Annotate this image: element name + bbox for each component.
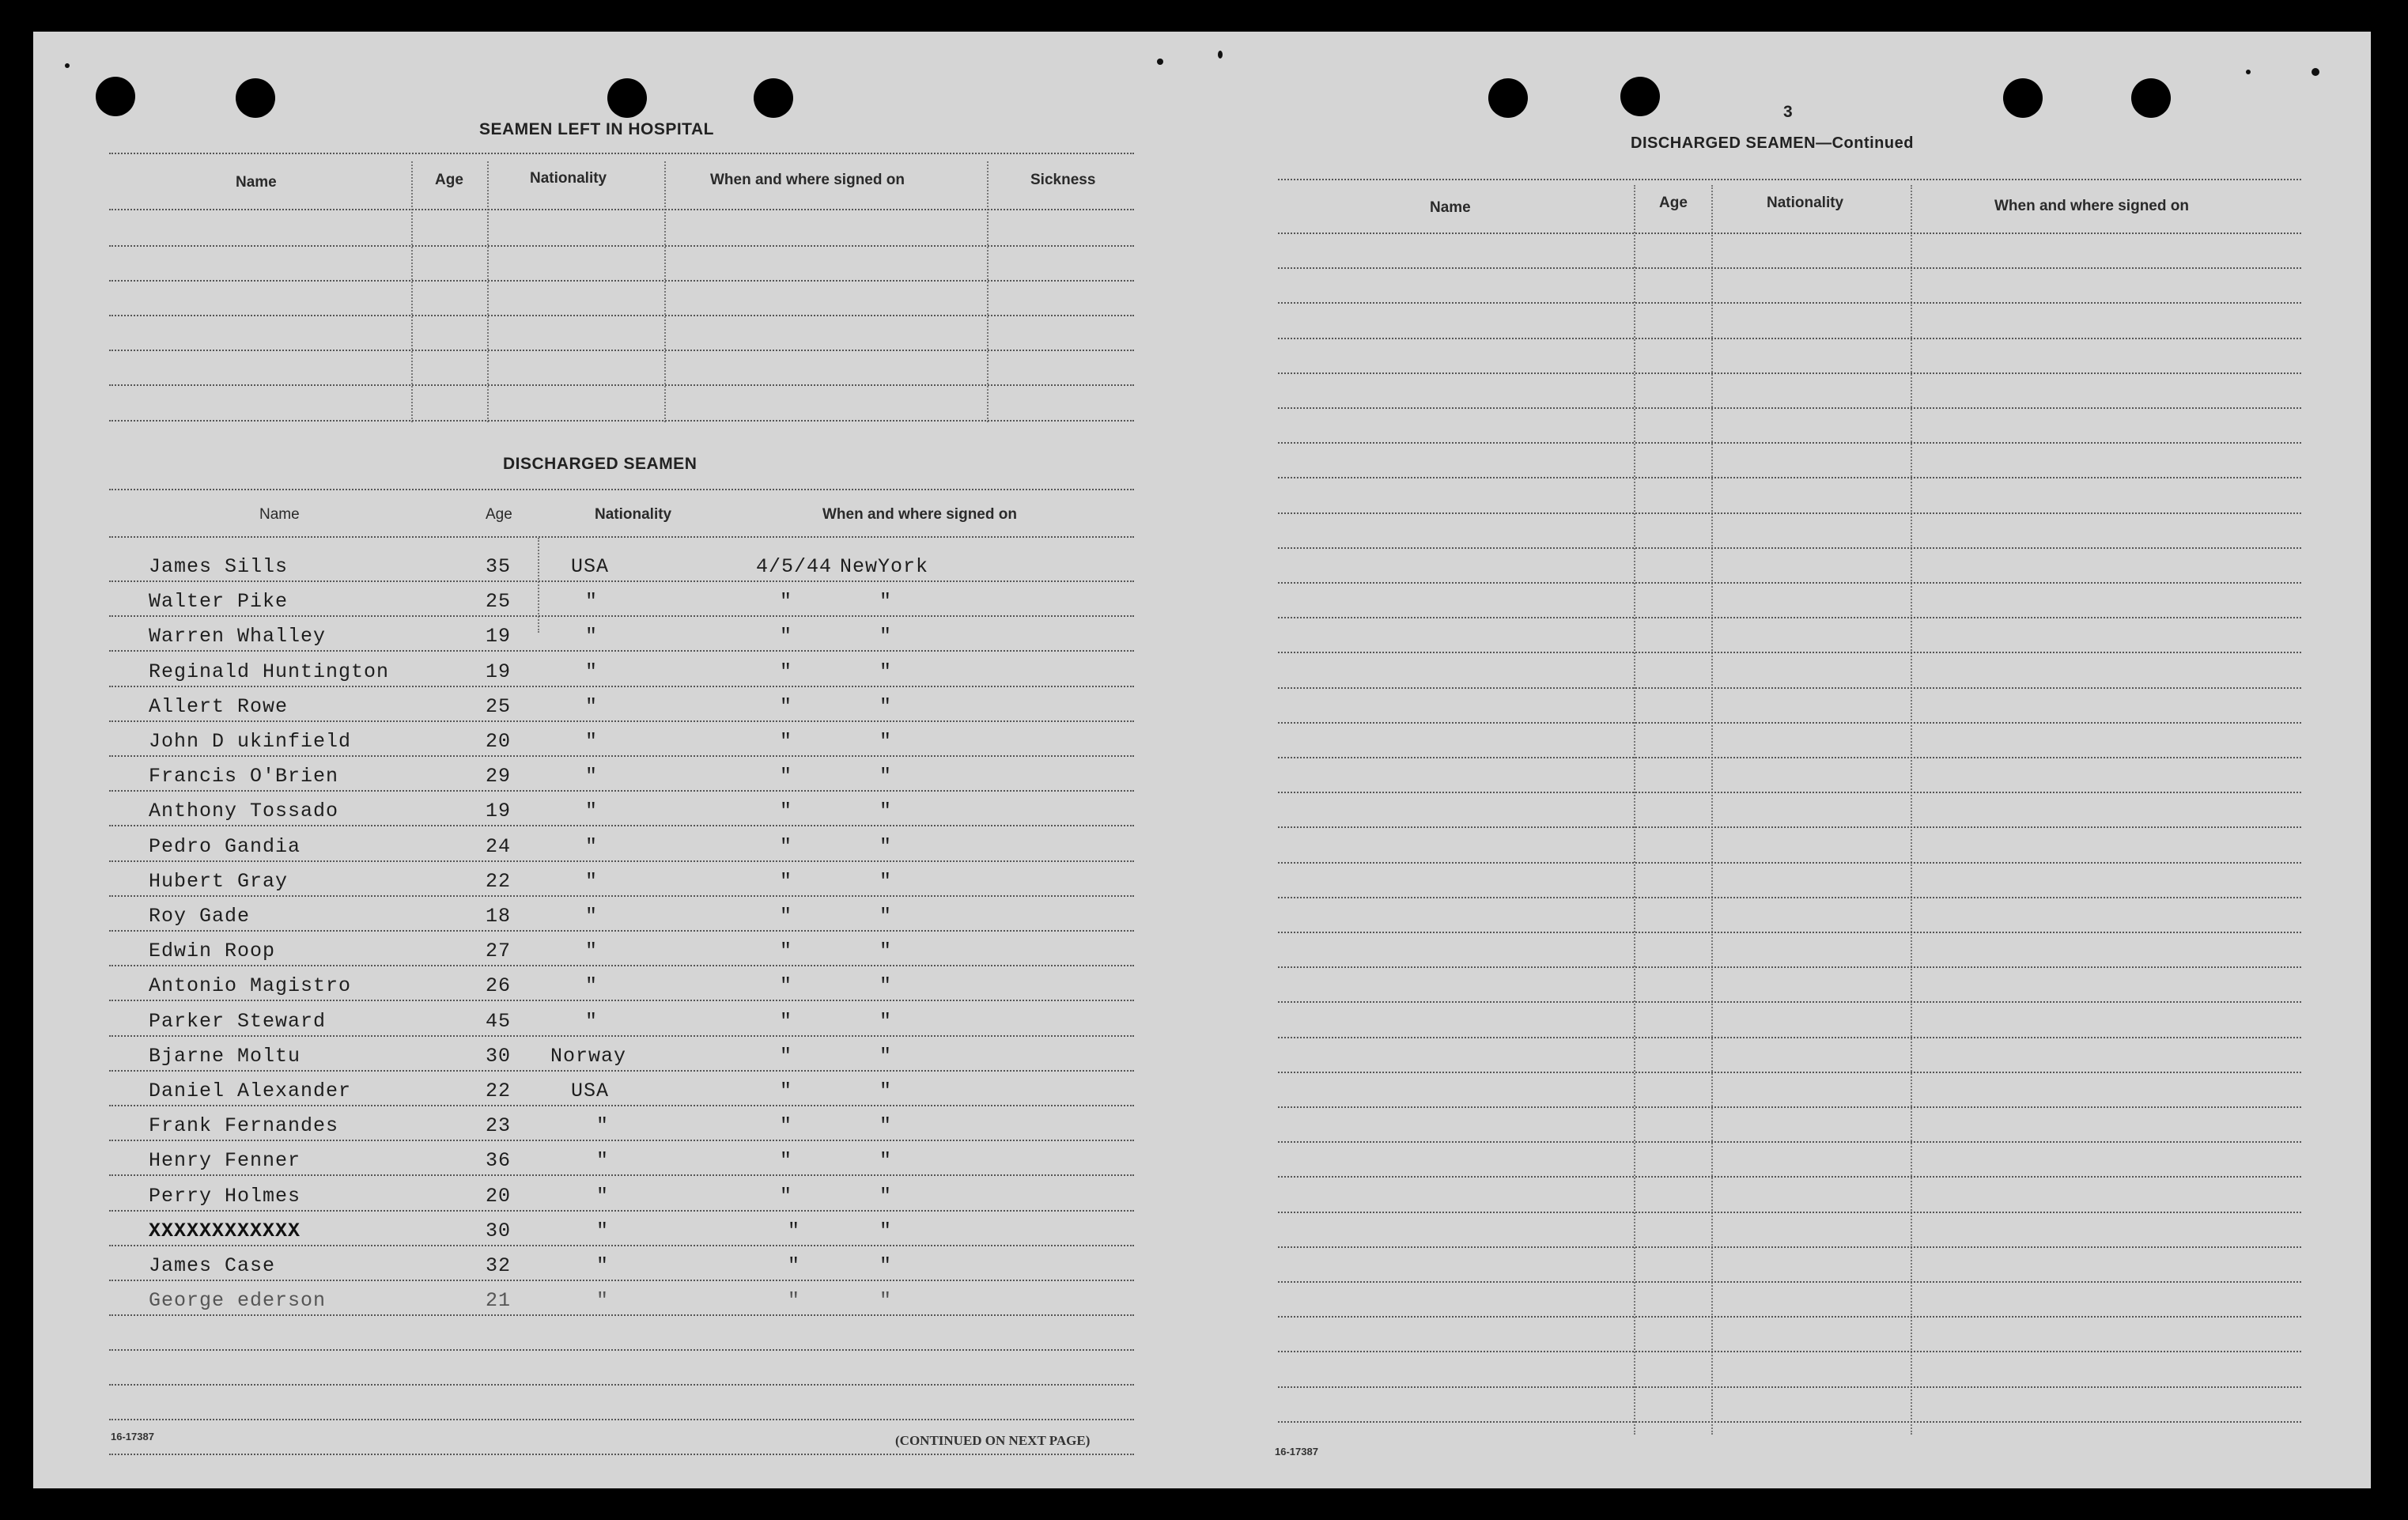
seaman-nationality: Norway xyxy=(550,1045,627,1068)
seaman-name: Reginald Huntington xyxy=(149,660,390,683)
discharged-header-name: Name xyxy=(259,506,300,523)
signed-on-date: " xyxy=(780,1045,793,1068)
seaman-name: Bjarne Moltu xyxy=(149,1045,301,1068)
rule xyxy=(109,315,1134,316)
punch-hole xyxy=(236,78,275,118)
seaman-nationality: " xyxy=(596,1114,610,1137)
seaman-name: Roy Gade xyxy=(149,905,251,928)
seaman-nationality: " xyxy=(585,695,599,718)
signed-on-place: " xyxy=(879,625,893,648)
punch-hole xyxy=(96,77,135,116)
rule xyxy=(1278,1176,2301,1178)
signed-on-place: " xyxy=(879,870,893,893)
seaman-nationality: " xyxy=(585,660,599,683)
signed-on-place: " xyxy=(879,1080,893,1102)
signed-on-place: NewYork xyxy=(840,555,929,578)
hospital-header-sickness: Sickness xyxy=(1030,172,1096,188)
seaman-age: 36 xyxy=(486,1149,512,1172)
rule xyxy=(1278,1001,2301,1003)
signed-on-date: " xyxy=(780,1010,793,1033)
hospital-header-signed-on: When and where signed on xyxy=(710,172,905,188)
seaman-age: 32 xyxy=(486,1254,512,1277)
seaman-age: 20 xyxy=(486,730,512,753)
seaman-age: 21 xyxy=(486,1289,512,1312)
rule xyxy=(109,1035,1134,1037)
rule xyxy=(109,350,1134,351)
rule xyxy=(109,825,1134,826)
rule xyxy=(1278,1141,2301,1143)
seaman-age: 25 xyxy=(486,590,512,613)
seaman-nationality: " xyxy=(585,835,599,858)
rule xyxy=(1278,1072,2301,1073)
signed-on-place: " xyxy=(879,800,893,822)
continued-note: (CONTINUED ON NEXT PAGE) xyxy=(895,1433,1091,1448)
seaman-age: 45 xyxy=(486,1010,512,1033)
rule xyxy=(1278,1212,2301,1213)
rule xyxy=(109,536,1134,538)
hospital-section-title: SEAMEN LEFT IN HOSPITAL xyxy=(479,120,714,138)
rule xyxy=(1278,792,2301,793)
signed-on-date: " xyxy=(780,905,793,928)
seaman-name: Anthony Tossado xyxy=(149,800,339,822)
rule xyxy=(109,1105,1134,1106)
signed-on-place: " xyxy=(879,1185,893,1208)
signed-on-date: " xyxy=(780,800,793,822)
seaman-name: Henry Fenner xyxy=(149,1149,301,1172)
rule xyxy=(109,1314,1134,1316)
seaman-nationality: " xyxy=(596,1254,610,1277)
seaman-name: Hubert Gray xyxy=(149,870,289,893)
seaman-nationality: " xyxy=(596,1289,610,1312)
seaman-name: XXXXXXXXXXXX xyxy=(149,1219,301,1242)
signed-on-date: " xyxy=(780,870,793,893)
signed-on-date: " xyxy=(780,590,793,613)
continued-header-nationality: Nationality xyxy=(1767,195,1844,211)
rule xyxy=(109,489,1134,490)
rule xyxy=(1278,826,2301,828)
signed-on-place: " xyxy=(879,1254,893,1277)
rule xyxy=(109,1384,1134,1386)
seaman-nationality: USA xyxy=(571,1080,610,1102)
seaman-age: 30 xyxy=(486,1045,512,1068)
rule xyxy=(1278,477,2301,478)
rule xyxy=(109,790,1134,792)
rule xyxy=(109,1454,1134,1455)
continued-header-signed-on: When and where signed on xyxy=(1994,198,2189,214)
seaman-nationality: " xyxy=(596,1185,610,1208)
column-divider xyxy=(487,161,489,422)
seaman-name: Frank Fernandes xyxy=(149,1114,339,1137)
seaman-name: James Case xyxy=(149,1254,276,1277)
signed-on-place: " xyxy=(879,1114,893,1137)
seaman-nationality: " xyxy=(585,940,599,962)
signed-on-place: " xyxy=(879,1010,893,1033)
rule xyxy=(109,1280,1134,1281)
rule xyxy=(109,1070,1134,1072)
rule xyxy=(1278,687,2301,689)
seaman-age: 18 xyxy=(486,905,512,928)
rule xyxy=(1278,1386,2301,1388)
column-divider xyxy=(664,161,666,422)
rule xyxy=(1278,722,2301,724)
seaman-nationality: " xyxy=(585,974,599,997)
rule xyxy=(1278,757,2301,758)
punch-hole xyxy=(607,78,647,118)
discharged-section-title: DISCHARGED SEAMEN xyxy=(503,455,697,473)
hospital-header-nationality: Nationality xyxy=(530,170,607,187)
signed-on-place: " xyxy=(879,1149,893,1172)
rule xyxy=(109,895,1134,897)
rule xyxy=(1278,233,2301,234)
rule xyxy=(1278,582,2301,584)
signed-on-place: " xyxy=(879,590,893,613)
seaman-age: 20 xyxy=(486,1185,512,1208)
rule xyxy=(109,1210,1134,1212)
rule xyxy=(1278,267,2301,269)
column-divider xyxy=(411,161,413,422)
rule xyxy=(109,930,1134,932)
signed-on-place: " xyxy=(879,1289,893,1312)
seaman-age: 30 xyxy=(486,1219,512,1242)
seaman-name: Walter Pike xyxy=(149,590,289,613)
seaman-age: 19 xyxy=(486,625,512,648)
signed-on-date: " xyxy=(780,974,793,997)
rule xyxy=(1278,862,2301,864)
seaman-age: 19 xyxy=(486,800,512,822)
seaman-name: George ederson xyxy=(149,1289,327,1312)
rule xyxy=(109,1140,1134,1141)
seaman-nationality: " xyxy=(585,625,599,648)
signed-on-date: " xyxy=(780,1114,793,1137)
rule xyxy=(109,384,1134,386)
seaman-age: 23 xyxy=(486,1114,512,1137)
seaman-name: Antonio Magistro xyxy=(149,974,352,997)
seaman-name: Allert Rowe xyxy=(149,695,289,718)
rule xyxy=(109,153,1134,154)
seaman-name: James Sills xyxy=(149,555,289,578)
punch-hole xyxy=(2131,78,2171,118)
rule xyxy=(1278,1421,2301,1423)
rule xyxy=(1278,1351,2301,1352)
rule xyxy=(1278,897,2301,898)
rule xyxy=(109,420,1134,422)
seaman-age: 26 xyxy=(486,974,512,997)
column-divider xyxy=(987,161,989,422)
signed-on-date: " xyxy=(788,1254,801,1277)
punch-hole xyxy=(1488,78,1528,118)
seaman-nationality: " xyxy=(585,1010,599,1033)
seaman-name: Warren Whalley xyxy=(149,625,327,648)
ink-speck xyxy=(65,63,70,68)
rule xyxy=(109,245,1134,247)
seaman-nationality: " xyxy=(585,765,599,788)
signed-on-date: " xyxy=(788,1289,801,1312)
rule xyxy=(1278,407,2301,409)
rule xyxy=(1278,372,2301,374)
rule xyxy=(109,755,1134,757)
seaman-nationality: USA xyxy=(571,555,610,578)
signed-on-place: " xyxy=(879,835,893,858)
rule xyxy=(109,686,1134,687)
rule xyxy=(109,580,1134,582)
signed-on-date: " xyxy=(780,730,793,753)
signed-on-date: " xyxy=(780,765,793,788)
rule xyxy=(1278,442,2301,444)
hospital-header-name: Name xyxy=(236,174,277,191)
discharged-header-age: Age xyxy=(486,506,512,523)
rule xyxy=(1278,1316,2301,1318)
rule xyxy=(109,1245,1134,1246)
seaman-name: John D ukinfield xyxy=(149,730,352,753)
discharged-header-nationality: Nationality xyxy=(595,506,672,523)
rule xyxy=(1278,1246,2301,1248)
rule xyxy=(1278,338,2301,339)
rule xyxy=(1278,547,2301,549)
seaman-age: 19 xyxy=(486,660,512,683)
signed-on-date: " xyxy=(780,940,793,962)
signed-on-place: " xyxy=(879,695,893,718)
seaman-age: 24 xyxy=(486,835,512,858)
rule xyxy=(109,1349,1134,1351)
seaman-age: 25 xyxy=(486,695,512,718)
seaman-name: Edwin Roop xyxy=(149,940,276,962)
seaman-age: 29 xyxy=(486,765,512,788)
seaman-age: 27 xyxy=(486,940,512,962)
rule xyxy=(1278,652,2301,653)
signed-on-date: " xyxy=(780,835,793,858)
rule xyxy=(109,209,1134,210)
rule xyxy=(1278,179,2301,180)
rule xyxy=(1278,1037,2301,1038)
seaman-nationality: " xyxy=(585,905,599,928)
seaman-name: Perry Holmes xyxy=(149,1185,301,1208)
continued-header-age: Age xyxy=(1659,195,1688,211)
signed-on-date: " xyxy=(780,660,793,683)
signed-on-date: " xyxy=(780,695,793,718)
punch-hole xyxy=(2003,78,2043,118)
signed-on-place: " xyxy=(879,660,893,683)
rule xyxy=(109,1174,1134,1176)
seaman-name: Parker Steward xyxy=(149,1010,327,1033)
seaman-name: Daniel Alexander xyxy=(149,1080,352,1102)
seaman-age: 22 xyxy=(486,1080,512,1102)
discharged-header-signed-on: When and where signed on xyxy=(822,506,1017,523)
signed-on-place: " xyxy=(879,765,893,788)
rule xyxy=(1278,302,2301,304)
signed-on-date: 4/5/44 xyxy=(756,555,833,578)
form-number: 16-17387 xyxy=(111,1431,154,1442)
rule xyxy=(1278,1281,2301,1283)
signed-on-place: " xyxy=(879,1045,893,1068)
signed-on-date: " xyxy=(780,1185,793,1208)
rule xyxy=(109,615,1134,617)
rule xyxy=(109,860,1134,862)
ink-speck xyxy=(2312,68,2319,76)
rule xyxy=(109,280,1134,282)
page-number: 3 xyxy=(1783,103,1794,121)
rule xyxy=(109,650,1134,652)
ink-speck xyxy=(1157,59,1163,65)
rule xyxy=(1278,512,2301,514)
signed-on-place: " xyxy=(879,905,893,928)
rule xyxy=(109,1000,1134,1001)
seaman-age: 35 xyxy=(486,555,512,578)
seaman-nationality: " xyxy=(585,730,599,753)
seaman-age: 22 xyxy=(486,870,512,893)
seaman-nationality: " xyxy=(585,590,599,613)
signed-on-date: " xyxy=(780,625,793,648)
document-sheet xyxy=(33,32,2371,1488)
signed-on-date: " xyxy=(780,1080,793,1102)
continued-section-title: DISCHARGED SEAMEN—Continued xyxy=(1631,134,1914,152)
seaman-nationality: " xyxy=(585,800,599,822)
rule xyxy=(109,1419,1134,1420)
signed-on-date: " xyxy=(780,1149,793,1172)
signed-on-place: " xyxy=(879,1219,893,1242)
signed-on-place: " xyxy=(879,730,893,753)
rule xyxy=(1278,932,2301,933)
punch-hole xyxy=(1620,77,1660,116)
seaman-name: Francis O'Brien xyxy=(149,765,339,788)
rule xyxy=(109,965,1134,966)
rule xyxy=(109,720,1134,722)
rule xyxy=(1278,617,2301,618)
rule xyxy=(1278,966,2301,968)
seaman-name: Pedro Gandia xyxy=(149,835,301,858)
signed-on-place: " xyxy=(879,940,893,962)
seaman-nationality: " xyxy=(596,1149,610,1172)
signed-on-place: " xyxy=(879,974,893,997)
punch-hole xyxy=(754,78,793,118)
continued-header-name: Name xyxy=(1430,199,1471,216)
seaman-nationality: " xyxy=(596,1219,610,1242)
form-number-right: 16-17387 xyxy=(1275,1446,1318,1458)
hospital-header-age: Age xyxy=(435,172,463,188)
signed-on-date: " xyxy=(788,1219,801,1242)
column-divider xyxy=(538,538,539,633)
ink-speck xyxy=(2246,70,2251,74)
ink-speck xyxy=(1218,51,1223,59)
seaman-nationality: " xyxy=(585,870,599,893)
rule xyxy=(1278,1106,2301,1108)
